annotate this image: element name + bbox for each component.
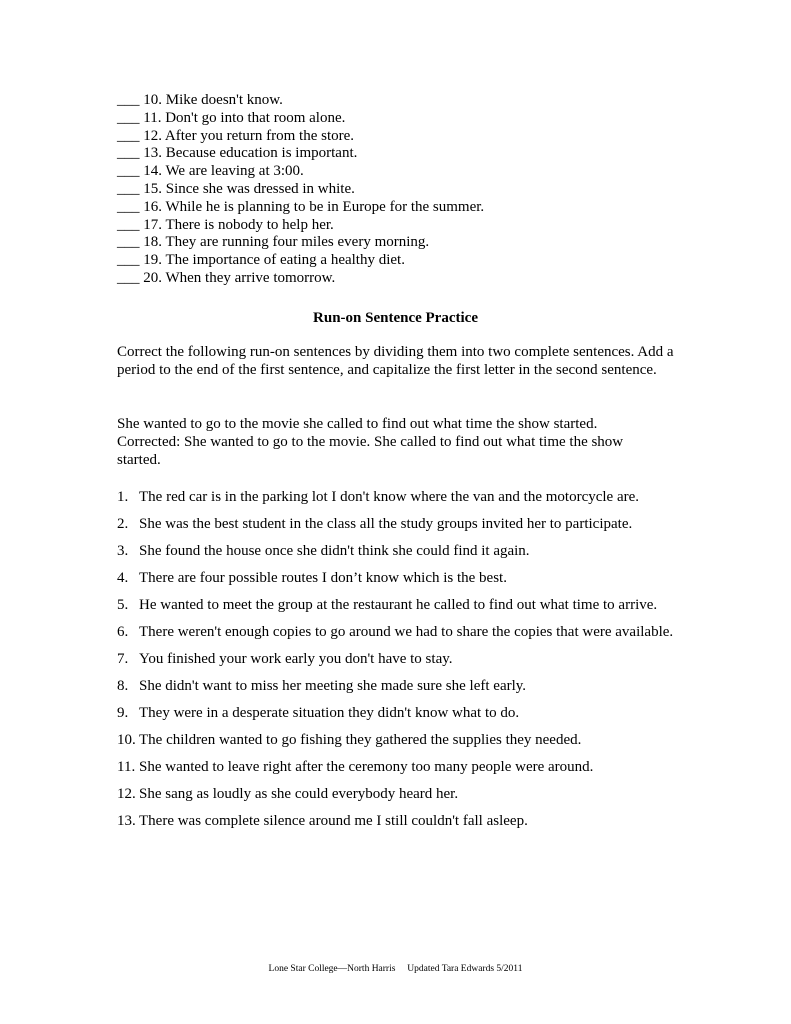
item-text: He wanted to meet the group at the restaurant he called to find out what time to arrive. xyxy=(139,597,658,613)
list-item xyxy=(117,511,677,538)
example-original: She wanted to go to the movie she called to find out what time the show started. xyxy=(117,416,598,432)
item-number: 9. xyxy=(117,705,129,721)
item-text: They were in a desperate situation they didn't know what to do. xyxy=(139,705,520,721)
item-number: 12. xyxy=(117,786,136,802)
item-number: 11. xyxy=(117,759,136,775)
item-text: There was complete silence around me I still couldn't fall asleep. xyxy=(139,813,528,829)
list-item: ___ 17. There is nobody to help her. xyxy=(117,216,334,233)
list-item xyxy=(117,619,677,646)
list-item xyxy=(117,538,677,565)
list-item: ___ 20. When they arrive tomorrow. xyxy=(117,269,336,286)
run-on-practice-list xyxy=(117,484,677,835)
section-title: Run-on Sentence Practice xyxy=(313,310,478,326)
list-item xyxy=(117,484,677,511)
item-number: 13. xyxy=(117,813,136,829)
item-number: 1. xyxy=(117,489,129,505)
list-item: ___ 11. Don't go into that room alone. xyxy=(117,109,346,126)
list-item xyxy=(117,592,677,619)
item-number: 8. xyxy=(117,678,129,694)
item-text: She was the best student in the class all the study groups invited her to participate. xyxy=(139,516,633,532)
list-item: ___ 16. While he is planning to be in Europe for the summer. xyxy=(117,198,485,215)
list-item: ___ 19. The importance of eating a healthy diet. xyxy=(117,252,405,269)
list-item xyxy=(117,727,677,754)
item-text: She wanted to leave right after the ceremony too many people were around. xyxy=(139,759,594,775)
fragment-exercise-list xyxy=(117,92,717,288)
list-item xyxy=(117,754,677,781)
item-number: 10. xyxy=(117,732,136,748)
example-corrected-line-1: Corrected: She wanted to go to the movie. She called to find out what time the show xyxy=(117,434,624,450)
example-block xyxy=(117,415,677,469)
list-item xyxy=(117,646,677,673)
instructions-paragraph: Correct the following run-on sentences by dividing them into two complete sentences. Add a period to the end of the first sentence, and capitalize the first letter in the second sentence. xyxy=(117,344,674,378)
item-text: You finished your work early you don't have to stay. xyxy=(139,651,453,667)
list-item xyxy=(117,673,677,700)
item-text: The red car is in the parking lot I don't know where the van and the motorcycle are. xyxy=(139,489,640,505)
list-item: ___ 12. After you return from the store. xyxy=(117,127,355,144)
item-number: 7. xyxy=(117,651,129,667)
list-item: ___ 15. Since she was dressed in white. xyxy=(117,180,355,197)
item-number: 5. xyxy=(117,597,129,613)
list-item: ___ 10. Mike doesn't know. xyxy=(117,92,283,108)
item-text: She found the house once she didn't think she could find it again. xyxy=(139,543,530,559)
item-text: There weren't enough copies to go around we had to share the copies that were available. xyxy=(139,624,674,640)
page-footer: Lone Star College—North Harris Updated Tara Edwards 5/2011 xyxy=(268,964,523,974)
item-text: The children wanted to go fishing they gathered the supplies they needed. xyxy=(139,732,582,748)
list-item: ___ 14. We are leaving at 3:00. xyxy=(117,163,304,180)
item-number: 2. xyxy=(117,516,129,532)
item-number: 6. xyxy=(117,624,129,640)
item-text: She didn't want to miss her meeting she made sure she left early. xyxy=(139,678,527,694)
item-number: 3. xyxy=(117,543,129,559)
list-item xyxy=(117,565,677,592)
item-text: She sang as loudly as she could everybody heard her. xyxy=(139,786,459,802)
example-corrected-line-2: started. xyxy=(117,452,161,468)
item-text: There are four possible routes I don’t know which is the best. xyxy=(139,570,507,586)
list-item: ___ 13. Because education is important. xyxy=(117,145,358,162)
list-item xyxy=(117,700,677,727)
list-item xyxy=(117,808,677,835)
list-item xyxy=(117,781,677,808)
list-item: ___ 18. They are running four miles every morning. xyxy=(117,234,430,251)
item-number: 4. xyxy=(117,570,129,586)
